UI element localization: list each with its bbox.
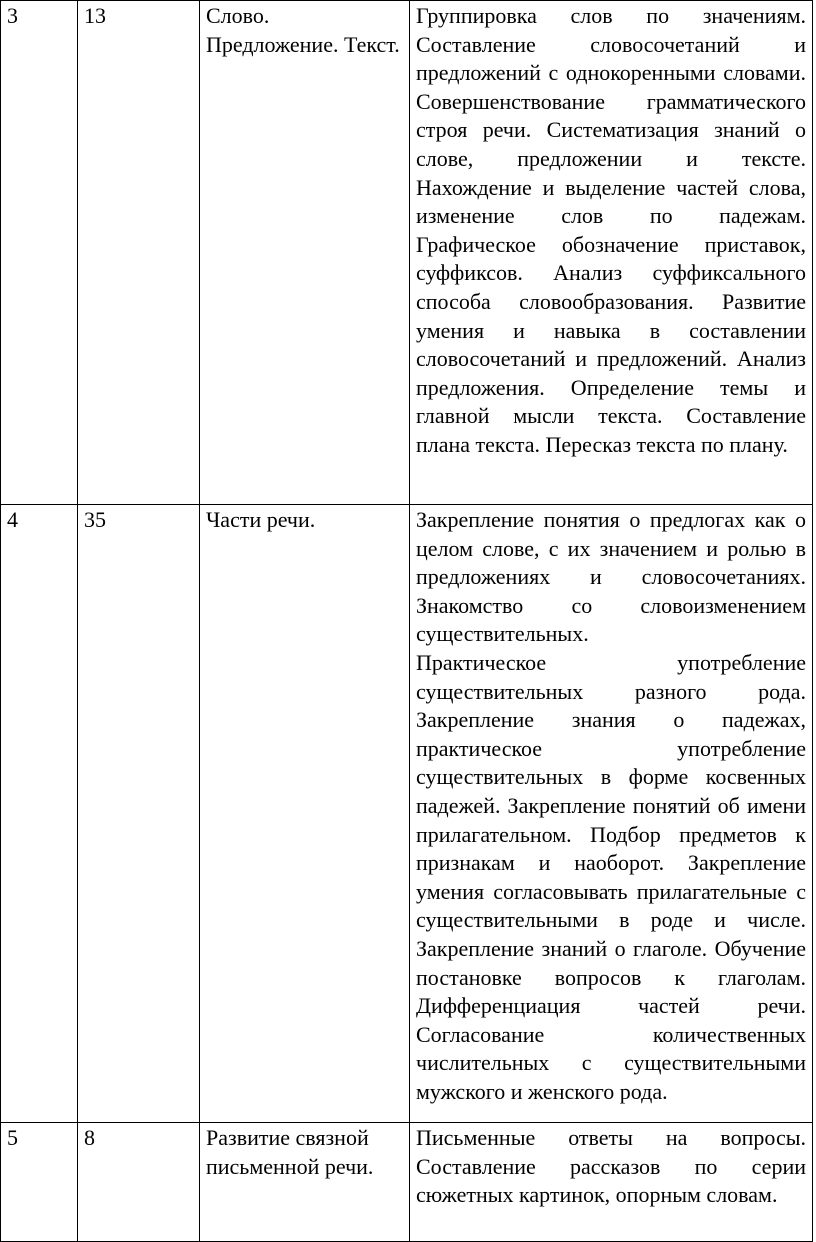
content-paragraph: Практическое употребление существительных разного рода. Закрепление знания о падежах, практическое употребление существительных в форме косвенных падежей. Закрепление понятий об имени прилагательном. Подбор предметов к признакам и наоборот. Закрепление умения согласовывать прилагательные с существительными в роде и числе. Закрепление знаний о глаголе. Обучение постановке вопросов к глаголам. Дифференциация частей речи. Согласование количественных числительных с существительными мужского и женского рода. — [416, 649, 806, 1104]
topic-cell: Части речи. — [200, 505, 410, 1123]
content-paragraph: Группировка слов по значениям. Составление словосочетаний и предложений с однокоренными словами. Совершенствование грамматического строя речи. Систематизация знаний о слове, предложении и тексте. Нахождение и выделение частей слова, изменение слов по падежам. Графическое обозначение приставок, суффиксов. Анализ суффиксального способа словообразования. Развитие умения и навыка в составлении словосочетаний и предложений. Анализ предложения. Определение темы и главной мысли текста. Составление плана текста. Пересказ текста по плану. — [416, 3, 806, 457]
row-number-cell: 4 — [1, 505, 78, 1123]
topic-cell: Развитие связной письменной речи. — [200, 1123, 410, 1242]
content-cell — [410, 1, 813, 505]
row-number-cell: 3 — [1, 1, 78, 505]
row-number-cell: 5 — [1, 1123, 78, 1242]
content-cell — [410, 505, 813, 1123]
content-paragraph: Письменные ответы на вопросы. Составление рассказов по серии сюжетных картинок, опорным словам. — [416, 1125, 806, 1208]
table-row — [1, 505, 813, 1123]
table-row — [1, 1123, 813, 1242]
hours-cell: 13 — [78, 1, 200, 505]
hours-cell: 8 — [78, 1123, 200, 1242]
topic-cell: Слово. Предложение. Текст. — [200, 1, 410, 505]
hours-cell: 35 — [78, 505, 200, 1123]
table-row — [1, 1, 813, 505]
content-paragraph: Закрепление понятия о предлогах как о целом слове, с их значением и ролью в предложениях и словосочетаниях. Знакомство со словоизменением существительных. — [416, 507, 806, 647]
content-cell — [410, 1123, 813, 1242]
